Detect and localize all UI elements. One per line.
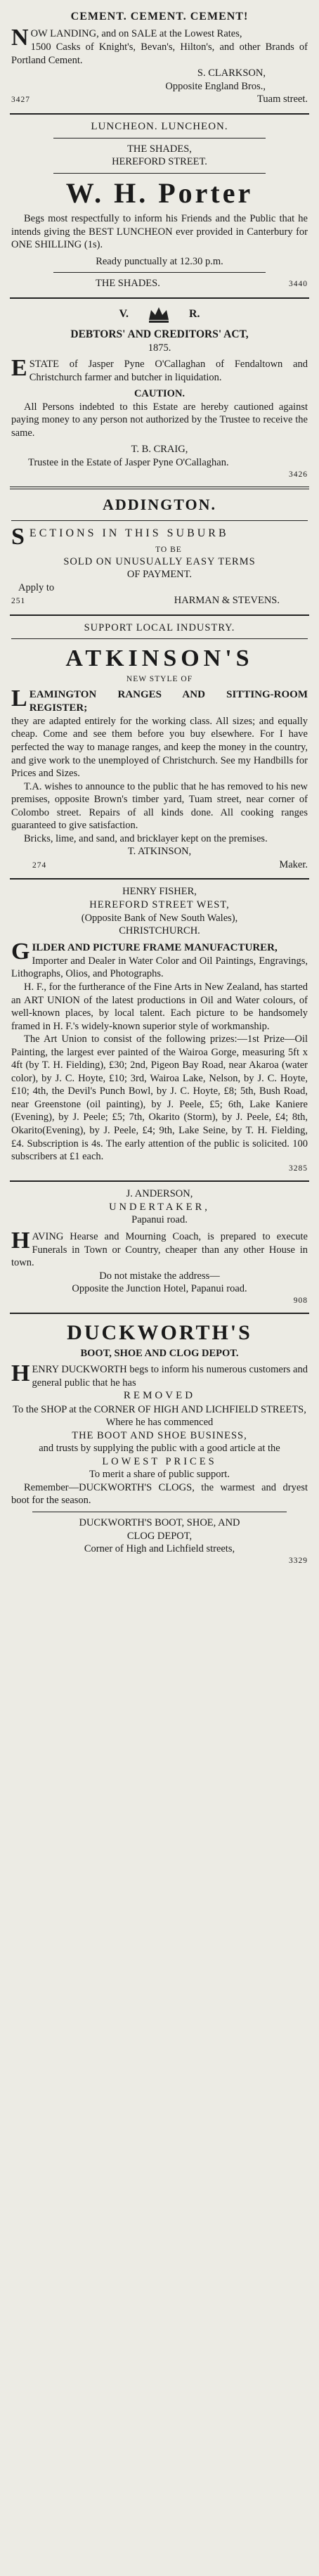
duckworth-footer-2: CLOG DEPOT, — [126, 1530, 193, 1542]
cement-ref: 3427 — [11, 96, 30, 105]
duckworth-removed: REMOVED — [123, 1390, 196, 1402]
fisher-city: CHRISTCHURCH. — [119, 925, 200, 937]
anderson-body: HAVING Hearse and Mourning Coach, is prepared to execute Funerals in Town or Country, cheaper than any other House in town. — [11, 1227, 308, 1269]
duckworth-body: HENRY DUCKWORTH begs to inform his numerous customers and general public that he has — [11, 1360, 308, 1389]
atkinson-title: LEAMINGTON RANGES AND SITTING-ROOM REGISTER; — [11, 685, 308, 714]
debtors-ref: 3426 — [289, 470, 308, 479]
cement-street: Tuam street. — [257, 94, 308, 105]
newspaper-column — [7, 0, 312, 1573]
debtors-signer: T. B. CRAIG, — [131, 444, 188, 456]
addington-heading: ADDINGTON. — [102, 496, 216, 514]
crest-left-letter: V. — [119, 307, 129, 320]
fisher-ref: 3285 — [289, 1164, 308, 1173]
luncheon-venue: THE SHADES, — [127, 143, 192, 155]
luncheon-ref: 3440 — [289, 280, 308, 289]
luncheon-ready: Ready punctually at 12.30 p.m. — [96, 255, 223, 267]
atkinson-body: they are adapted entirely for the working class. All sizes; and equally cheap. Come and see them before you buy elsewhere. For I have perfected the way to manage ranges, and keep the money in the country, and give work to the unemployed of Christchurch. See my Handbills for Prices and Sizes. — [11, 715, 308, 780]
divider — [53, 173, 266, 174]
duckworth-sub: BOOT, SHOE AND CLOG DEPOT. — [80, 1347, 239, 1359]
atkinson-ad — [7, 616, 312, 879]
debtors-ad — [7, 299, 312, 487]
duckworth-footer-1: DUCKWORTH'S BOOT, SHOE, AND — [79, 1517, 240, 1529]
fisher-address: HEREFORD STREET WEST, — [89, 899, 230, 911]
duckworth-business: THE BOOT AND SHOE BUSINESS, — [72, 1429, 247, 1441]
debtors-year: 1875. — [148, 342, 171, 354]
luncheon-body: Begs most respectfully to inform his Friends and the Public that he intends giving the BEST LUNCHEON ever provided in Canterbury for ONE SHILLING (1s). — [11, 213, 308, 251]
addington-sold: SOLD ON UNUSUALLY EASY TERMS — [63, 555, 256, 567]
duckworth-where: Where he has commenced — [105, 1417, 214, 1429]
luncheon-ad — [7, 115, 312, 297]
cement-agent-address: Opposite England Bros., — [165, 80, 266, 92]
atkinson-ta: T.A. wishes to announce to the public that he has removed to his new premises, opposite Brown's timber yard, Tuam street, near corner of Colombo street. Repairs of all kinds done. All cooking ranges guaranteed to give satisfaction. — [11, 780, 308, 832]
anderson-ad — [7, 1182, 312, 1313]
debtors-body: ESTATE of Jasper Pyne O'Callaghan of Fendaltown and Christchurch farmer and butcher in liquidation. — [11, 355, 308, 383]
duckworth-ad — [7, 1314, 312, 1573]
duckworth-to: To the SHOP at the CORNER OF HIGH AND LICHFIELD STREETS, — [13, 1403, 306, 1415]
duckworth-merit: To merit a share of public support. — [89, 1469, 230, 1481]
luncheon-name: W. H. Porter — [65, 177, 254, 210]
atkinson-support: SUPPORT LOCAL INDUSTRY. — [84, 622, 235, 633]
cement-line2: 1500 Casks of Knight's, Bevan's, Hilton's, and other Brands of Portland Cement. — [11, 41, 308, 66]
anderson-trade: UNDERTAKER, — [109, 1201, 210, 1213]
addington-payment: OF PAYMENT. — [126, 569, 193, 581]
luncheon-heading: LUNCHEON. LUNCHEON. — [91, 120, 228, 132]
anderson-address: Papanui road. — [131, 1214, 188, 1226]
fisher-prizes: The Art Union to consist of the following prizes:—1st Prize—Oil Painting, the largest ever painted of the Wairoa Gorge, measuring 5ft x 4ft (by T. H. Fielding), £30; 2nd, Pigeon Bay Road, near Akaroa (water color), by J. C. Hoyte, £10; 3rd, Wairoa Lake, Nelson, by J. C. Hoyte, £10; 4th, the Devil's Punch Bowl, by J. C. Hoyte, £8; 5th, Bush Road, near Greenstone (oil painting), by J. Peele, £5; 6th, Lake Kaniere (Evening), by J. Peele; £5; 7th, Okarito (Storm), by J. Peele, £4; 8th, Okarito(Evening), by J. Peele, £4; 9th, Lake Seine, by T. H. Fielding, £4. Subscription is 4s. The early attention of the public is solicited. 100 subscribers at £1 each. — [11, 1033, 308, 1163]
anderson-note: Do not mistake the address— — [99, 1270, 220, 1282]
addington-ref: 251 — [11, 597, 26, 606]
debtors-heading: DEBTORS' AND CREDITORS' ACT, — [70, 328, 249, 340]
divider — [11, 638, 308, 639]
addington-apply: Apply to — [18, 581, 55, 593]
crown-crest-icon — [147, 304, 171, 324]
atkinson-name: ATKINSON'S — [65, 645, 254, 672]
cement-agent: S. CLARKSON, — [197, 67, 266, 79]
addington-body: SECTIONS IN THIS SUBURB — [11, 524, 229, 550]
fisher-opposite: (Opposite Bank of New South Wales), — [81, 912, 238, 924]
caution-body: All Persons indebted to this Estate are hereby cautioned against paying money to any person not authorized by the Trustee to receive the same. — [11, 401, 308, 439]
divider — [53, 138, 266, 139]
atkinson-signer: T. ATKINSON, — [127, 846, 192, 858]
fisher-name: HENRY FISHER, — [122, 886, 197, 898]
addington-agents: HARMAN & STEVENS. — [174, 595, 280, 607]
fisher-title: GILDER AND PICTURE FRAME MANUFACTURER, — [11, 938, 278, 965]
atkinson-style: NEW STYLE OF — [126, 674, 193, 683]
atkinson-maker: Maker. — [279, 858, 308, 870]
anderson-name: J. ANDERSON, — [126, 1188, 193, 1200]
debtors-signer-title: Trustee in the Estate of Jasper Pyne O'Callaghan. — [28, 456, 229, 468]
duckworth-ref: 3329 — [289, 1556, 308, 1565]
cement-body: NOW LANDING, and on SALE at the Lowest Rates, — [11, 25, 242, 51]
duckworth-footer-3: Corner of High and Lichfield streets, — [84, 1543, 235, 1555]
fisher-art-union: H. F., for the furtherance of the Fine Arts in New Zealand, has started an ART UNION of the latest productions in Oil and Water colours, of well-known places, by local talent. Each picture to be handsomely framed in H. F.'s widely-known superior style of workmanship. — [11, 981, 308, 1032]
divider — [11, 520, 308, 521]
duckworth-lowest: LOWEST PRICES — [102, 1455, 217, 1467]
divider — [53, 272, 266, 273]
anderson-hotel: Opposite the Junction Hotel, Papanui road. — [72, 1283, 247, 1295]
luncheon-footer: THE SHADES. — [96, 278, 160, 290]
atkinson-ref: 274 — [32, 861, 47, 870]
crest-right-letter: R. — [188, 307, 200, 320]
duckworth-heading: DUCKWORTH'S — [67, 1321, 252, 1345]
fisher-body: Importer and Dealer in Water Color and Oil Paintings, Engravings, Lithographs, Olios, and Photographs. — [11, 955, 308, 980]
royal-crest — [11, 304, 308, 324]
atkinson-bricks: Bricks, lime, and sand, and bricklayer kept on the premises. — [24, 832, 268, 844]
luncheon-venue-address: HEREFORD STREET. — [112, 156, 207, 168]
duckworth-trusts: and trusts by supplying the public with a good article at the — [39, 1443, 280, 1455]
addington-ad — [7, 489, 312, 614]
addington-to-be: TO BE — [155, 545, 182, 554]
fisher-ad — [7, 880, 312, 1180]
duckworth-remember: Remember—DUCKWORTH'S CLOGS, the warmest and dryest boot for the season. — [11, 1481, 308, 1507]
cement-ad — [7, 4, 312, 113]
cement-heading: CEMENT. CEMENT. CEMENT! — [70, 11, 249, 22]
anderson-ref: 908 — [293, 1296, 308, 1305]
caution-heading: CAUTION. — [134, 388, 185, 400]
